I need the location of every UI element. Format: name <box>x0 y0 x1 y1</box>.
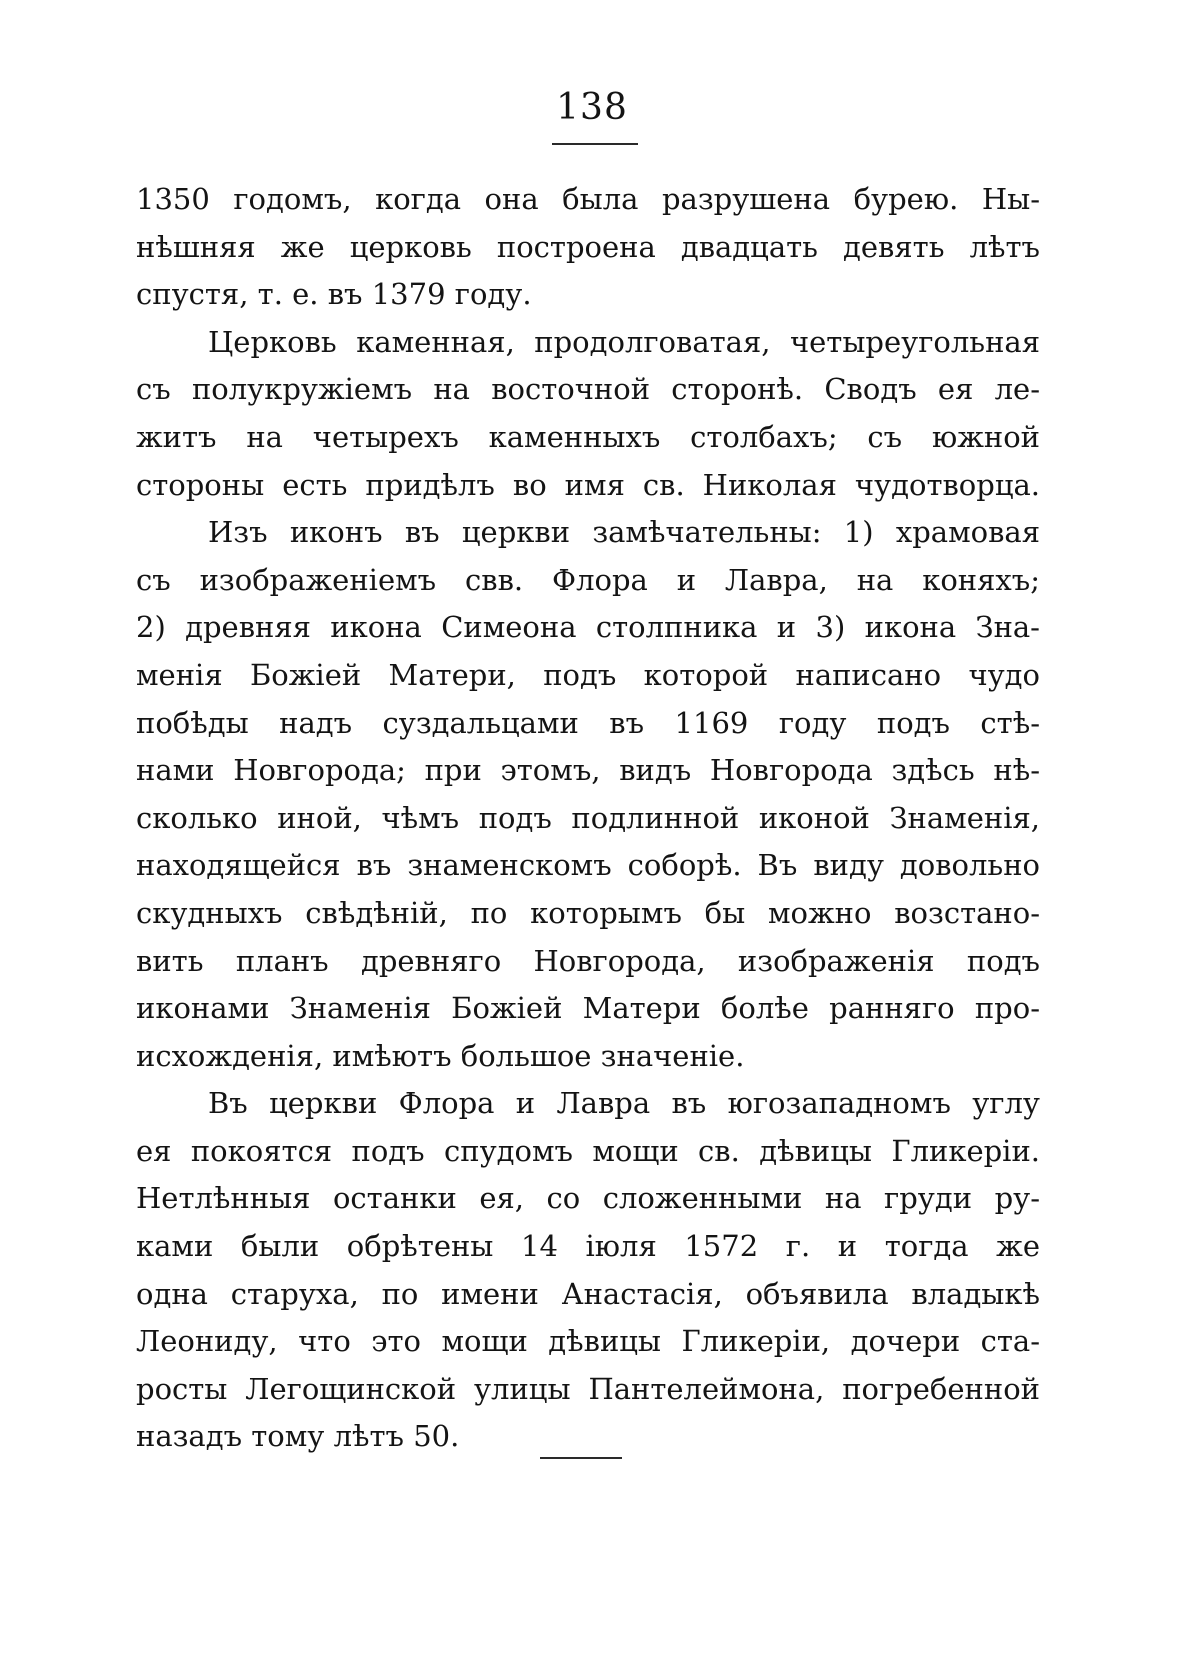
text-line: назадъ тому лѣтъ 50. <box>136 1419 460 1454</box>
text-line: Церковь каменная, продолговатая, четыреугольная <box>208 324 1040 359</box>
text-line: спустя, т. е. въ 1379 году. <box>136 277 532 312</box>
text-line: съ полукружіемъ на восточной сторонѣ. Сводъ ея ле- <box>136 372 1040 407</box>
text-line: нами Новгорода; при этомъ, видъ Новгорода здѣсь нѣ- <box>136 753 1040 788</box>
text-line: скудныхъ свѣдѣній, по которымъ бы можно возстано- <box>136 895 1040 930</box>
text-line: менія Божіей Матери, подъ которой написано чудо <box>136 657 1040 692</box>
text-line: находящейся въ знаменскомъ соборѣ. Въ виду довольно <box>136 848 1040 883</box>
text-line: ея покоятся подъ спудомъ мощи св. дѣвицы Гликеріи. <box>136 1133 1040 1168</box>
text-line: Леониду, что это мощи дѣвицы Гликеріи, дочери ста- <box>136 1324 1040 1359</box>
page-number-underline <box>552 143 638 145</box>
page-number: 138 <box>556 87 628 128</box>
text-line: иконами Знаменія Божіей Матери болѣе ранняго про- <box>136 991 1040 1026</box>
text-line: съ изображеніемъ свв. Флора и Лавра, на коняхъ; <box>136 562 1040 597</box>
body-text <box>136 176 1040 1461</box>
text-line: исхожденія, имѣютъ большое значеніе. <box>136 1038 745 1073</box>
text-line: одна старуха, по имени Анастасія, объявила владыкѣ <box>136 1276 1040 1311</box>
text-line: Изъ иконъ въ церкви замѣчательны: 1) храмовая <box>208 515 1040 550</box>
text-line: 1350 годомъ, когда она была разрушена бурею. Ны- <box>136 182 1040 216</box>
text-line: росты Легощинской улицы Пантелеймона, погребенной <box>136 1371 1040 1406</box>
text-line: сколько иной, чѣмъ подъ подлинной иконой Знаменія, <box>136 800 1040 835</box>
text-line: Въ церкви Флора и Лавра въ югозападномъ углу <box>208 1086 1040 1121</box>
text-line: стороны есть придѣлъ во имя св. Николая чудотворца. <box>136 467 1040 502</box>
text-line: Нетлѣнныя останки ея, со сложенными на груди ру- <box>136 1181 1040 1216</box>
text-line: житъ на четырехъ каменныхъ столбахъ; съ южной <box>136 419 1040 454</box>
text-line: побѣды надъ суздальцами въ 1169 году подъ стѣ- <box>136 705 1040 740</box>
text-line: ками были обрѣтены 14 іюля 1572 г. и тогда же <box>136 1229 1040 1264</box>
text-line: нѣшняя же церковь построена двадцать девять лѣтъ <box>136 229 1040 264</box>
text-line: 2) древняя икона Симеона столпника и 3) икона Зна- <box>136 610 1040 645</box>
text-line: вить планъ древняго Новгорода, изображенія подъ <box>136 943 1040 978</box>
end-of-text-rule <box>540 1457 622 1459</box>
